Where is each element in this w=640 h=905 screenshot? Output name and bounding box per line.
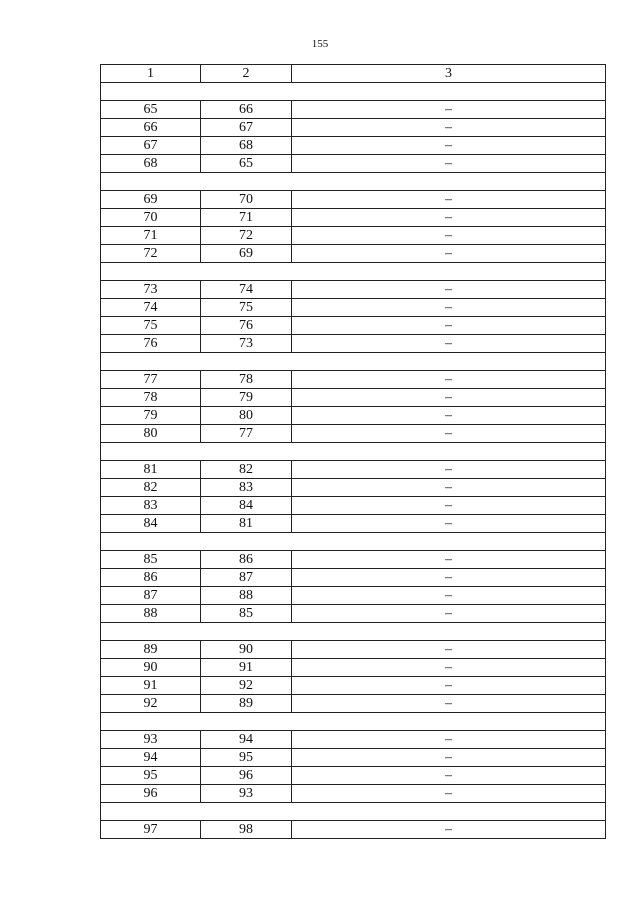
cell-col-3: – xyxy=(292,587,606,605)
cell-col-1: 86 xyxy=(101,569,201,587)
cell-col-1: 79 xyxy=(101,407,201,425)
cell-col-2: 68 xyxy=(201,137,292,155)
page-number: 155 xyxy=(311,38,329,50)
cell-col-1: 83 xyxy=(101,497,201,515)
separator-cell xyxy=(101,263,606,281)
group-separator-row xyxy=(101,803,606,821)
column-header: 3 xyxy=(292,65,606,83)
cell-col-1: 95 xyxy=(101,767,201,785)
cell-col-3: – xyxy=(292,461,606,479)
cell-col-1: 92 xyxy=(101,695,201,713)
cell-col-2: 73 xyxy=(201,335,292,353)
cell-col-3: – xyxy=(292,371,606,389)
cell-col-2: 76 xyxy=(201,317,292,335)
cell-col-3: – xyxy=(292,821,606,839)
table-row xyxy=(101,497,606,515)
cell-col-1: 88 xyxy=(101,605,201,623)
cell-col-2: 65 xyxy=(201,155,292,173)
cell-col-3: – xyxy=(292,119,606,137)
header-row xyxy=(101,65,606,83)
cell-col-2: 95 xyxy=(201,749,292,767)
cell-col-1: 97 xyxy=(101,821,201,839)
cell-col-1: 78 xyxy=(101,389,201,407)
cell-col-2: 98 xyxy=(201,821,292,839)
cell-col-2: 91 xyxy=(201,659,292,677)
table-row xyxy=(101,317,606,335)
cell-col-3: – xyxy=(292,137,606,155)
cell-col-2: 96 xyxy=(201,767,292,785)
cell-col-2: 88 xyxy=(201,587,292,605)
cell-col-2: 90 xyxy=(201,641,292,659)
cell-col-1: 74 xyxy=(101,299,201,317)
cell-col-3: – xyxy=(292,641,606,659)
cell-col-2: 78 xyxy=(201,371,292,389)
table-row xyxy=(101,155,606,173)
cell-col-3: – xyxy=(292,425,606,443)
table-header xyxy=(101,65,606,83)
table-row xyxy=(101,695,606,713)
separator-cell xyxy=(101,713,606,731)
cell-col-1: 87 xyxy=(101,587,201,605)
cell-col-1: 69 xyxy=(101,191,201,209)
cell-col-1: 75 xyxy=(101,317,201,335)
cell-col-1: 70 xyxy=(101,209,201,227)
table-row xyxy=(101,605,606,623)
table-row xyxy=(101,227,606,245)
cell-col-1: 91 xyxy=(101,677,201,695)
table-row xyxy=(101,119,606,137)
table-row xyxy=(101,587,606,605)
separator-cell xyxy=(101,353,606,371)
cell-col-2: 85 xyxy=(201,605,292,623)
cell-col-2: 66 xyxy=(201,101,292,119)
cell-col-2: 77 xyxy=(201,425,292,443)
table-row xyxy=(101,659,606,677)
cell-col-2: 80 xyxy=(201,407,292,425)
cell-col-3: – xyxy=(292,767,606,785)
table-row xyxy=(101,461,606,479)
separator-cell xyxy=(101,533,606,551)
cell-col-2: 71 xyxy=(201,209,292,227)
table-row xyxy=(101,677,606,695)
table-row xyxy=(101,101,606,119)
cell-col-2: 79 xyxy=(201,389,292,407)
separator-cell xyxy=(101,83,606,101)
group-separator-row xyxy=(101,83,606,101)
table-row xyxy=(101,245,606,263)
table-row xyxy=(101,209,606,227)
cell-col-1: 72 xyxy=(101,245,201,263)
group-separator-row xyxy=(101,623,606,641)
table-row xyxy=(101,479,606,497)
cell-col-2: 67 xyxy=(201,119,292,137)
cell-col-2: 83 xyxy=(201,479,292,497)
table-row xyxy=(101,569,606,587)
cell-col-3: – xyxy=(292,515,606,533)
cell-col-2: 72 xyxy=(201,227,292,245)
group-separator-row xyxy=(101,443,606,461)
column-header: 1 xyxy=(101,65,201,83)
group-separator-row xyxy=(101,263,606,281)
group-separator-row xyxy=(101,353,606,371)
separator-cell xyxy=(101,173,606,191)
table-body xyxy=(101,83,606,839)
cell-col-3: – xyxy=(292,317,606,335)
cell-col-1: 77 xyxy=(101,371,201,389)
cell-col-2: 75 xyxy=(201,299,292,317)
data-table xyxy=(100,64,606,839)
cell-col-1: 90 xyxy=(101,659,201,677)
cell-col-3: – xyxy=(292,407,606,425)
cell-col-3: – xyxy=(292,227,606,245)
cell-col-1: 81 xyxy=(101,461,201,479)
cell-col-1: 65 xyxy=(101,101,201,119)
table-row xyxy=(101,137,606,155)
table-row xyxy=(101,515,606,533)
cell-col-1: 96 xyxy=(101,785,201,803)
cell-col-1: 73 xyxy=(101,281,201,299)
cell-col-1: 67 xyxy=(101,137,201,155)
table-row xyxy=(101,767,606,785)
cell-col-3: – xyxy=(292,191,606,209)
column-header: 2 xyxy=(201,65,292,83)
table-row xyxy=(101,821,606,839)
cell-col-3: – xyxy=(292,551,606,569)
cell-col-2: 92 xyxy=(201,677,292,695)
cell-col-3: – xyxy=(292,479,606,497)
cell-col-2: 89 xyxy=(201,695,292,713)
cell-col-1: 84 xyxy=(101,515,201,533)
cell-col-1: 66 xyxy=(101,119,201,137)
cell-col-1: 68 xyxy=(101,155,201,173)
table-row xyxy=(101,749,606,767)
table-row xyxy=(101,299,606,317)
cell-col-1: 76 xyxy=(101,335,201,353)
table-row xyxy=(101,641,606,659)
cell-col-3: – xyxy=(292,389,606,407)
cell-col-3: – xyxy=(292,695,606,713)
cell-col-1: 82 xyxy=(101,479,201,497)
table-row xyxy=(101,371,606,389)
cell-col-1: 93 xyxy=(101,731,201,749)
cell-col-3: – xyxy=(292,749,606,767)
table-row xyxy=(101,281,606,299)
table-row xyxy=(101,731,606,749)
cell-col-3: – xyxy=(292,155,606,173)
cell-col-3: – xyxy=(292,101,606,119)
table-row xyxy=(101,551,606,569)
cell-col-2: 82 xyxy=(201,461,292,479)
table-row xyxy=(101,425,606,443)
cell-col-3: – xyxy=(292,677,606,695)
group-separator-row xyxy=(101,173,606,191)
cell-col-1: 71 xyxy=(101,227,201,245)
cell-col-3: – xyxy=(292,659,606,677)
table-row xyxy=(101,785,606,803)
cell-col-2: 87 xyxy=(201,569,292,587)
cell-col-2: 93 xyxy=(201,785,292,803)
cell-col-1: 89 xyxy=(101,641,201,659)
group-separator-row xyxy=(101,533,606,551)
cell-col-3: – xyxy=(292,497,606,515)
cell-col-3: – xyxy=(292,785,606,803)
cell-col-1: 85 xyxy=(101,551,201,569)
cell-col-3: – xyxy=(292,605,606,623)
cell-col-3: – xyxy=(292,569,606,587)
cell-col-3: – xyxy=(292,281,606,299)
cell-col-1: 94 xyxy=(101,749,201,767)
table-row xyxy=(101,191,606,209)
cell-col-2: 74 xyxy=(201,281,292,299)
separator-cell xyxy=(101,623,606,641)
cell-col-2: 69 xyxy=(201,245,292,263)
cell-col-2: 94 xyxy=(201,731,292,749)
table-row xyxy=(101,407,606,425)
cell-col-3: – xyxy=(292,335,606,353)
separator-cell xyxy=(101,443,606,461)
cell-col-1: 80 xyxy=(101,425,201,443)
table-row xyxy=(101,389,606,407)
separator-cell xyxy=(101,803,606,821)
cell-col-3: – xyxy=(292,209,606,227)
cell-col-2: 81 xyxy=(201,515,292,533)
cell-col-2: 86 xyxy=(201,551,292,569)
group-separator-row xyxy=(101,713,606,731)
cell-col-2: 70 xyxy=(201,191,292,209)
cell-col-2: 84 xyxy=(201,497,292,515)
cell-col-3: – xyxy=(292,245,606,263)
table-row xyxy=(101,335,606,353)
cell-col-3: – xyxy=(292,299,606,317)
cell-col-3: – xyxy=(292,731,606,749)
